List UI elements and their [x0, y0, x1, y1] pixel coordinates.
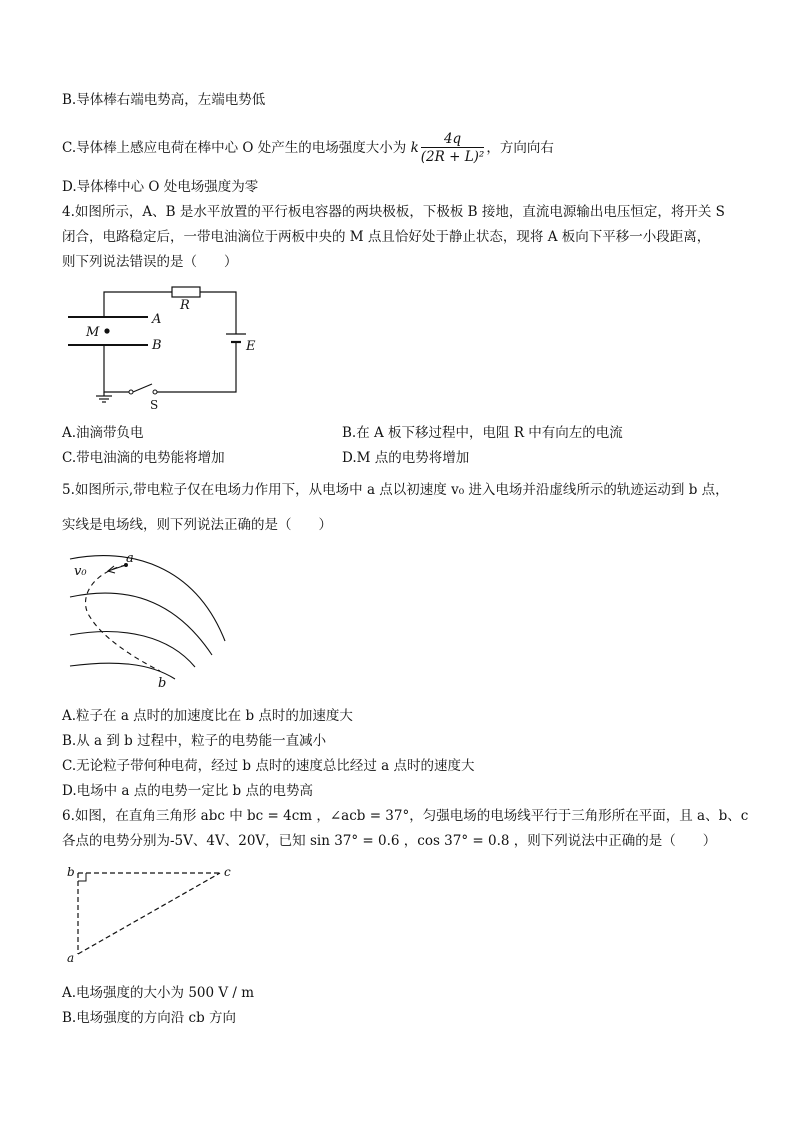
q6-option-b: B.电场强度的方向沿 cb 方向	[62, 1010, 236, 1026]
q6-side-ac	[78, 873, 220, 954]
q5-field-line-3	[70, 632, 195, 667]
q5-option-a: A.粒子在 a 点时的加速度比在 b 点时的加速度大	[62, 708, 353, 724]
q4-option-d: D.M 点的电势将增加	[342, 450, 470, 466]
q5-option-b: B.从 a 到 b 过程中，粒子的电势能一直减小	[62, 733, 327, 749]
q5-option-c: C.无论粒子带何种电荷，经过 b 点时的速度总比经过 a 点时的速度大	[62, 758, 475, 774]
q6-label-a: a	[67, 951, 75, 965]
q4-wire-top-right	[200, 292, 236, 334]
q5-label-a: a	[126, 551, 134, 566]
q4-label-m: M	[86, 325, 100, 340]
q3-option-c	[62, 131, 554, 166]
q5-field-line-1	[70, 556, 225, 641]
q4-option-a: A.油滴带负电	[62, 425, 144, 441]
q4-circuit-diagram	[60, 282, 270, 412]
q4-switch-contact-left	[129, 390, 133, 394]
q6-label-b: b	[67, 865, 75, 879]
q6-triangle-diagram	[60, 858, 240, 968]
q3-fraction-numerator: 4q	[421, 131, 485, 148]
q4-stem-line-3: 则下列说法错误的是（ ）	[62, 254, 238, 270]
q3-option-b: B.导体棒右端电势高，左端电势低	[62, 92, 266, 108]
q4-option-b: B.在 A 板下移过程中，电阻 R 中有向左的电流	[342, 425, 623, 441]
q3-option-d: D.导体棒中心 O 处电场强度为零	[62, 179, 259, 195]
q4-label-s: S	[150, 398, 159, 412]
q5-stem-line-1: 5.如图所示,带电粒子仅在电场力作用下，从电场中 a 点以初速度 v₀ 进入电场并沿虚线所示的轨迹运动到 b 点，	[62, 482, 729, 498]
q3-option-c-prefix: C.导体棒上感应电荷在棒中心 O 处产生的电场强度大小为	[62, 140, 411, 156]
q5-field-diagram	[60, 545, 235, 695]
q4-switch-arm	[133, 384, 152, 392]
q4-switch-contact-right	[153, 390, 157, 394]
q5-option-d: D.电场中 a 点的电势一定比 b 点的电势高	[62, 783, 313, 799]
q4-label-b: B	[152, 338, 162, 353]
q3-option-c-fraction	[421, 131, 485, 166]
q6-right-angle-mark	[78, 873, 86, 881]
q6-label-c: c	[224, 865, 231, 879]
q4-wire-bottom-right	[156, 342, 236, 392]
q3-fraction-denominator: (2R + L)²	[420, 149, 485, 165]
q6-stem-line-1: 6.如图，在直角三角形 abc 中 bc = 4cm ，∠acb = 37°，匀强电场的电场线平行于三角形所在平面，且 a、b、c	[62, 808, 749, 824]
q6-stem-line-2: 各点的电势分别为-5V、4V、20V，已知 sin 37° = 0.6 ，cos 37° = 0.8 ，则下列说法中正确的是（ ）	[62, 833, 717, 849]
q4-stem-line-2: 闭合，电路稳定后，一带电油滴位于两板中央的 M 点且恰好处于静止状态，现将 A 板向下平移一小段距离，	[62, 229, 711, 245]
q4-label-a: A	[152, 312, 162, 327]
q4-resistor	[172, 287, 200, 297]
q5-trajectory	[86, 565, 161, 671]
q5-label-b: b	[158, 676, 167, 691]
q5-stem-line-2: 实线是电场线，则下列说法正确的是（ ）	[62, 517, 332, 533]
q4-option-c: C.带电油滴的电势能将增加	[62, 450, 225, 466]
q4-wire-top-left	[104, 292, 172, 317]
q3-option-c-k: k	[410, 140, 419, 156]
q3-option-c-suffix: ，方向向右	[486, 140, 554, 156]
q4-oil-drop-dot	[104, 328, 109, 333]
q4-stem-line-1: 4.如图所示，A、B 是水平放置的平行板电容器的两块极板，下极板 B 接地，直流电源输出电压恒定，将开关 S	[62, 204, 725, 220]
q5-label-v0: v₀	[74, 564, 87, 579]
q4-label-r: R	[180, 298, 190, 313]
q5-field-line-2	[70, 593, 212, 655]
q5-velocity-arrow	[108, 565, 126, 571]
q4-label-e: E	[246, 339, 256, 354]
q4-wire-bottom-left	[104, 345, 130, 392]
q6-option-a: A.电场强度的大小为 500 V / m	[62, 985, 255, 1001]
